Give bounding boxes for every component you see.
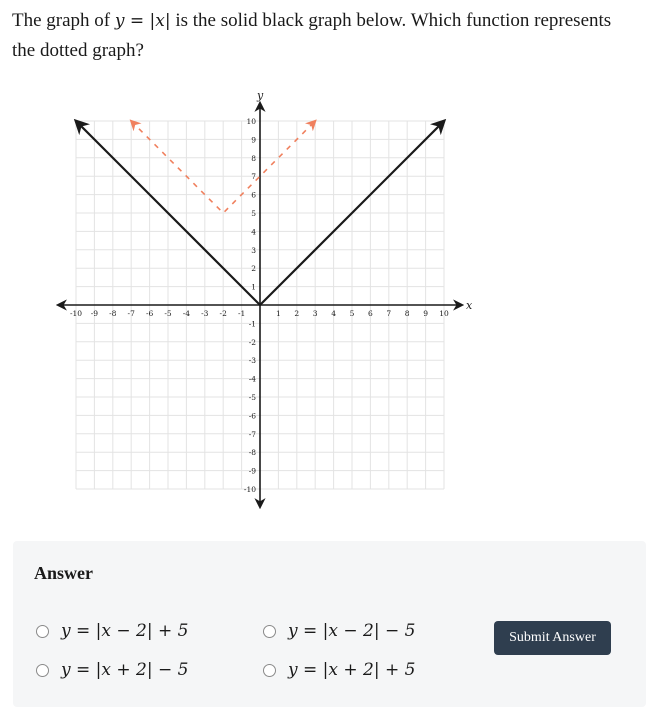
radio-button[interactable] xyxy=(36,625,49,638)
question-text xyxy=(12,6,632,65)
question-math: y = |x| xyxy=(114,11,171,31)
x-tick-label: -10 xyxy=(69,309,83,318)
option-label: y = |x + 2| + 5 xyxy=(288,660,416,680)
question-suffix: is the solid black graph below. Which function represents the dotted graph? xyxy=(12,10,612,61)
y-tick-label: -5 xyxy=(248,393,256,402)
y-tick-label: 2 xyxy=(251,264,256,274)
x-tick-label: -5 xyxy=(164,309,172,318)
radio-button[interactable] xyxy=(36,664,49,677)
x-tick-label: 6 xyxy=(368,309,373,318)
x-tick-label: -7 xyxy=(127,309,135,318)
y-tick-label: 9 xyxy=(251,135,256,145)
y-tick-label: -7 xyxy=(248,429,256,439)
x-tick-label: 5 xyxy=(349,309,355,318)
y-tick-label: 7 xyxy=(251,172,256,182)
y-tick-label: -10 xyxy=(243,485,256,494)
y-tick-label: 5 xyxy=(251,209,256,218)
x-tick-label: -1 xyxy=(237,309,246,318)
x-tick-label: -8 xyxy=(109,309,117,318)
option-3[interactable] xyxy=(36,660,188,680)
y-tick-label: -2 xyxy=(248,337,256,347)
option-label: y = |x − 2| − 5 xyxy=(288,621,416,641)
option-4[interactable] xyxy=(263,660,415,680)
x-tick-label: 1 xyxy=(276,309,281,318)
question-prefix: The graph of xyxy=(12,10,115,31)
option-label: y = |x − 2| + 5 xyxy=(61,621,189,641)
x-tick-label: 10 xyxy=(439,309,449,318)
y-tick-label: 6 xyxy=(251,190,256,200)
x-tick-label: -2 xyxy=(219,309,227,318)
x-tick-label: -6 xyxy=(145,309,154,318)
x-tick-label: -9 xyxy=(90,309,99,318)
y-axis-label: y xyxy=(257,89,264,102)
option-1[interactable] xyxy=(36,621,188,641)
y-tick-label: 4 xyxy=(251,227,256,237)
option-label: y = |x + 2| − 5 xyxy=(61,660,189,680)
y-tick-label: -4 xyxy=(248,374,256,384)
x-tick-label: 9 xyxy=(423,309,428,318)
y-tick-label: -3 xyxy=(248,356,256,366)
y-tick-label: 10 xyxy=(246,117,256,126)
x-tick-label: 4 xyxy=(331,309,336,318)
x-tick-label: 3 xyxy=(312,309,318,318)
x-tick-label: -4 xyxy=(182,309,191,318)
x-tick-label: -3 xyxy=(201,309,209,318)
radio-button[interactable] xyxy=(263,625,276,638)
y-tick-label: -8 xyxy=(248,448,256,458)
x-tick-label: 7 xyxy=(386,309,392,318)
submit-answer-button[interactable]: Submit Answer xyxy=(494,621,611,655)
y-tick-label: 3 xyxy=(251,245,256,255)
y-tick-label: 1 xyxy=(251,282,256,292)
x-tick-label: 2 xyxy=(294,309,300,318)
answer-panel xyxy=(13,541,646,707)
radio-button[interactable] xyxy=(263,664,276,677)
x-tick-label: 8 xyxy=(404,309,410,318)
option-2[interactable] xyxy=(263,621,415,641)
y-tick-label: -1 xyxy=(248,319,256,329)
x-axis-label: x xyxy=(466,299,473,312)
answer-title: Answer xyxy=(34,563,93,583)
y-tick-label: 8 xyxy=(251,153,256,163)
coordinate-graph xyxy=(0,86,646,516)
y-tick-label: -6 xyxy=(248,411,256,421)
y-tick-label: -9 xyxy=(248,466,256,476)
